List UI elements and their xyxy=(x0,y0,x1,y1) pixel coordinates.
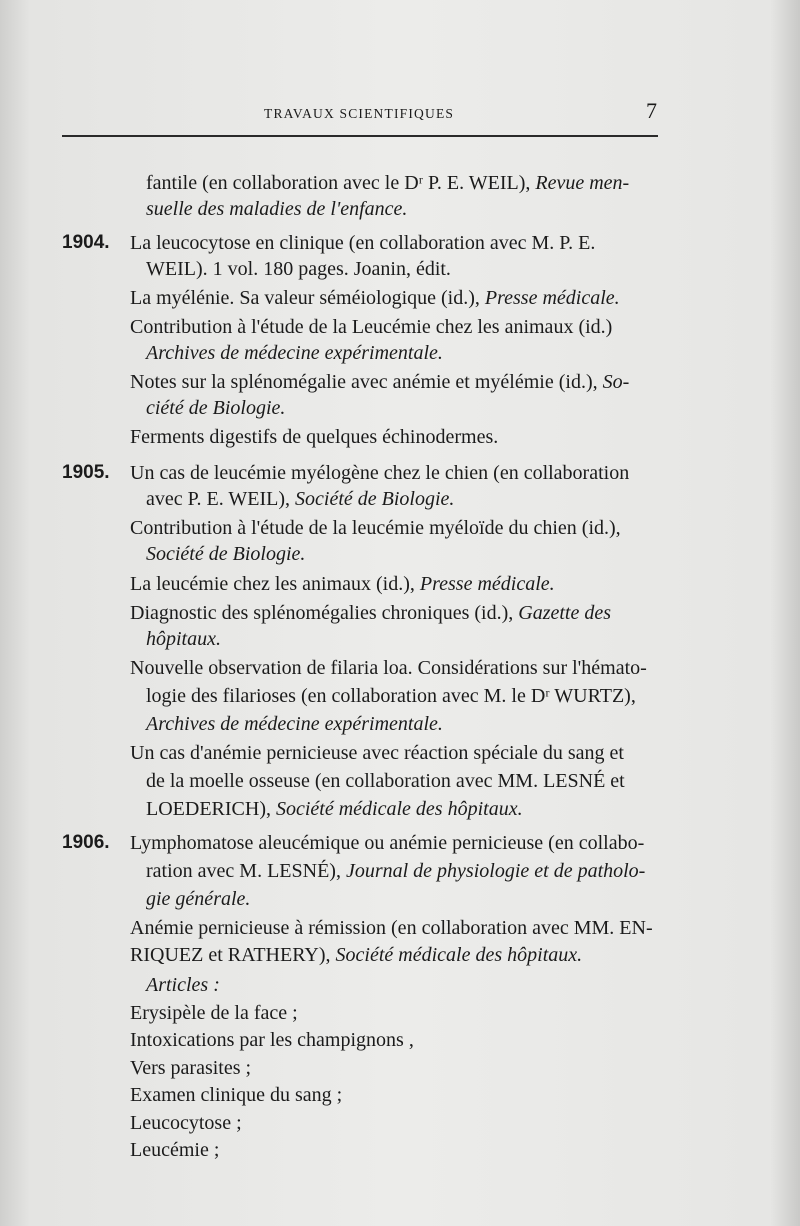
citation-line xyxy=(130,515,621,541)
citation-line xyxy=(130,230,595,256)
journal-title: hôpitaux. xyxy=(146,628,221,650)
journal-title: gie générale. xyxy=(146,888,251,910)
citation-text: de la moelle osseuse (en collaboration avec MM. LESNÉ et xyxy=(146,770,625,792)
citation-line xyxy=(130,600,611,626)
citation-line xyxy=(130,942,582,968)
citation-line xyxy=(130,1082,342,1108)
citation-line xyxy=(130,1027,414,1053)
citation-text: LOEDERICH), xyxy=(146,798,276,820)
page-header xyxy=(0,98,800,128)
journal-title: Société de Biologie. xyxy=(146,543,306,565)
citation-text: Anémie pernicieuse à rémission (en collaboration avec MM. EN- xyxy=(130,917,653,939)
citation-line xyxy=(130,1000,298,1026)
citation-line xyxy=(130,460,629,486)
journal-title: Archives de médecine expérimentale. xyxy=(146,342,443,364)
citation-text: Diagnostic des splénomégalies chroniques (id.), xyxy=(130,602,519,624)
citation-text: Contribution à l'étude de la Leucémie chez les animaux (id.) xyxy=(130,316,613,338)
citation-line xyxy=(146,541,305,567)
citation-text: fantile (en collaboration avec le Dʳ P. E. WEIL), xyxy=(146,172,536,194)
journal-title: Revue men- xyxy=(535,172,630,194)
citation-text: Vers parasites ; xyxy=(130,1057,252,1079)
citation-line xyxy=(146,626,221,652)
citation-text: Leucémie ; xyxy=(130,1139,220,1161)
journal-title: So- xyxy=(602,371,630,393)
citation-text: ration avec M. LESNÉ), xyxy=(146,860,346,882)
citation-line xyxy=(130,424,498,450)
running-title: TRAVAUX SCIENTIFIQUES xyxy=(264,106,455,121)
citation-text: La leucémie chez les animaux (id.), xyxy=(130,573,420,595)
citation-line xyxy=(130,1137,219,1163)
citation-text: Contribution à l'étude de la leucémie myéloïde du chien (id.), xyxy=(130,517,621,539)
journal-title: suelle des maladies de l'enfance. xyxy=(146,198,408,220)
entry-year: 1905. xyxy=(62,462,110,483)
citation-line xyxy=(146,796,523,822)
journal-title: Société médicale des hôpitaux. xyxy=(275,798,523,820)
header-rule xyxy=(62,135,658,137)
citation-line xyxy=(146,683,636,709)
citation-line xyxy=(146,711,443,737)
citation-text: RIQUEZ et RATHERY), xyxy=(130,944,336,966)
journal-title: Société médicale des hôpitaux. xyxy=(335,944,583,966)
citation-line xyxy=(146,395,285,421)
citation-text: Leucocytose ; xyxy=(130,1112,242,1134)
citation-line xyxy=(146,886,250,912)
citation-line xyxy=(130,740,624,766)
citation-text: Un cas de leucémie myélogène chez le chien (en collaboration xyxy=(130,462,630,484)
citation-line xyxy=(130,915,653,941)
citation-line xyxy=(146,768,625,794)
citation-line xyxy=(130,1055,251,1081)
entry-year: 1904. xyxy=(62,232,110,253)
citation-text: La myélénie. Sa valeur séméiologique (id.), xyxy=(130,287,485,309)
journal-title: Société de Biologie. xyxy=(295,488,455,510)
citation-text: avec P. E. WEIL), xyxy=(146,488,296,510)
citation-line xyxy=(130,655,647,681)
citation-line xyxy=(146,486,454,512)
citation-line xyxy=(146,170,629,196)
journal-title: Articles : xyxy=(146,974,220,996)
page-number: 7 xyxy=(646,98,657,123)
citation-line xyxy=(130,285,620,311)
citation-line xyxy=(130,571,555,597)
citation-line xyxy=(130,830,644,856)
citation-line xyxy=(130,314,612,340)
citation-text: logie des filarioses (en collaboration avec M. le Dʳ WURTZ), xyxy=(146,685,636,707)
citation-line xyxy=(130,369,629,395)
journal-title: Presse médicale. xyxy=(419,573,555,595)
citation-text: La leucocytose en clinique (en collaboration avec M. P. E. xyxy=(130,232,596,254)
citation-text: Notes sur la splénomégalie avec anémie et myélémie (id.), xyxy=(130,371,603,393)
citation-line xyxy=(146,340,443,366)
citation-text: Ferments digestifs de quelques échinodermes. xyxy=(130,426,499,448)
citation-text: WEIL). 1 vol. 180 pages. Joanin, édit. xyxy=(146,258,451,280)
citation-line xyxy=(146,256,451,282)
citation-text: Nouvelle observation de filaria loa. Considérations sur l'hémato- xyxy=(130,657,647,679)
citation-text: Examen clinique du sang ; xyxy=(130,1084,343,1106)
citation-line xyxy=(130,1110,242,1136)
citation-line xyxy=(146,972,220,998)
citation-line xyxy=(146,858,645,884)
citation-line xyxy=(146,196,407,222)
citation-text: Erysipèle de la face ; xyxy=(130,1002,298,1024)
entry-year: 1906. xyxy=(62,832,110,853)
journal-title: Journal de physiologie et de patholo- xyxy=(345,860,646,882)
journal-title: ciété de Biologie. xyxy=(146,397,286,419)
journal-title: Gazette des xyxy=(518,602,612,624)
citation-text: Un cas d'anémie pernicieuse avec réaction spéciale du sang et xyxy=(130,742,624,764)
citation-text: Lymphomatose aleucémique ou anémie pernicieuse (en collabo- xyxy=(130,832,645,854)
citation-text: Intoxications par les champignons , xyxy=(130,1029,414,1051)
journal-title: Presse médicale. xyxy=(484,287,620,309)
journal-title: Archives de médecine expérimentale. xyxy=(146,713,443,735)
